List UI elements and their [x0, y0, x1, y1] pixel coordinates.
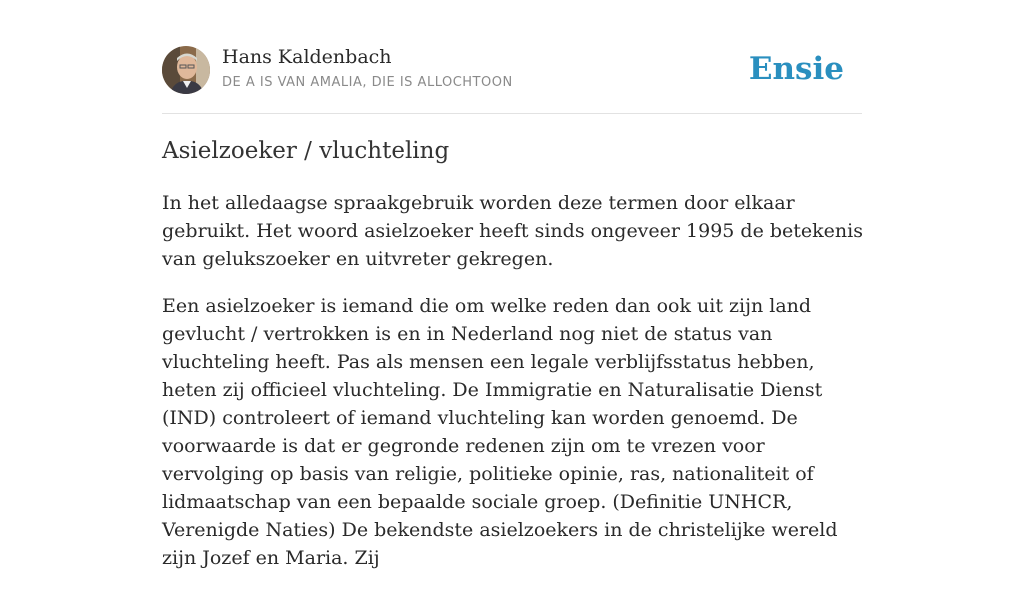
article-page — [162, 0, 863, 569]
author-subtitle: DE A IS VAN AMALIA, DIE IS ALLOCHTOON — [222, 75, 513, 90]
article-body — [162, 189, 864, 591]
author-avatar[interactable] — [162, 46, 210, 94]
article-title: Asielzoeker / vluchteling — [162, 138, 450, 164]
author-photo-icon — [162, 46, 210, 94]
author-header — [162, 0, 862, 114]
ensie-logo-link[interactable]: Ensie — [748, 51, 844, 87]
author-name[interactable]: Hans Kaldenbach — [222, 46, 392, 68]
article-paragraph: In het alledaagse spraakgebruik worden deze termen door elkaar gebruikt. Het woord asielzoeker heeft sinds ongeveer 1995 de betekenis van gelukszoeker en uitvreter gekregen. — [162, 192, 863, 270]
article-paragraph: Een asielzoeker is iemand die om welke reden dan ook uit zijn land gevlucht / vertrokken is en in Nederland nog niet de status van vluchteling heeft. Pas als mensen een legale verblijfsstatus hebben, heten zij officieel vluchteling. De Immigratie en Naturalisatie Dienst (IND) controleert of iemand vluchteling kan worden genoemd. De voorwaarde is dat er gegronde redenen zijn om te vrezen voor vervolging op basis van religie, politieke opinie, ras, nationaliteit of lidmaatschap van een bepaalde sociale groep. (Definitie UNHCR, Verenigde Naties) De bekendste asielzoekers in de christelijke wereld zijn Jozef en Maria. Zij — [162, 295, 838, 569]
